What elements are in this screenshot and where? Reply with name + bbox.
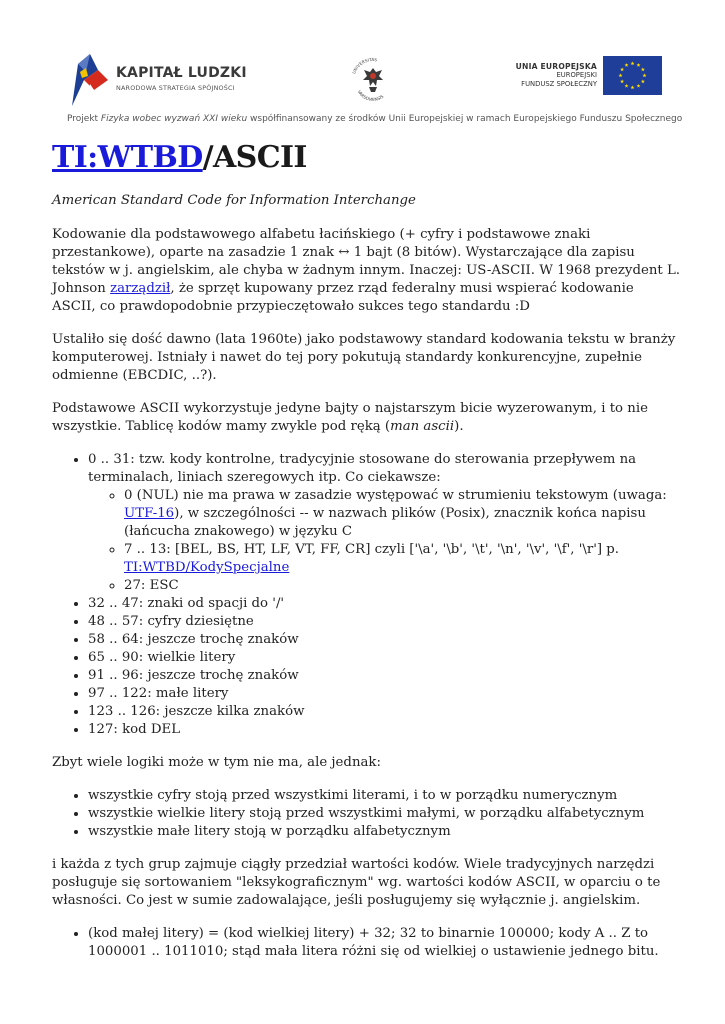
page-title <box>52 138 680 178</box>
kapital-ludzki-logo <box>64 50 247 108</box>
project-caption <box>67 114 682 124</box>
project-suffix: współfinansowany ze środków Unii Europejskiej w ramach Europejskiego Funduszu Społecznego <box>247 114 683 124</box>
list-item: • 127: kod DEL <box>88 721 680 739</box>
list-item <box>88 451 680 595</box>
control-codes-sublist <box>88 487 680 595</box>
paragraph-intro-text: Kodowanie dla podstawowego alfabetu łacińskiego (+ cyfry i podstawowe znaki przestankowe), oparte na zasadzie 1 znak ↔ 1 bajt (8 bitów). Wystarczające dla zapisu tekstów w j. angielskim, ale chyba w żadnym innym. Inaczej: US-ASCII. W 1968 prezydent L. Johnson <box>52 227 681 296</box>
paragraph-sorting: i każda z tych grup zajmuje ciągły przedział wartości kodów. Wiele tradycyjnych narzędzi posługuje się sortowaniem "leksykograficznym" wg. wartości kodów ASCII, w oparciu o te własności. Co jest w sumie zadowalające, jeśli posługujemy się wyłącznie j. angielskim. <box>52 857 661 908</box>
paragraph-history: Ustaliło się dość dawno (lata 1960te) jako podstawowy standard kodowania tekstu w branży komputerowej. Istniały i nawet do tej pory pokutują standardy konkurencyjne, zupełnie odmienne (EBCDIC, ..?). <box>52 332 676 383</box>
main-content <box>52 138 680 976</box>
link-utf16[interactable]: UTF-16 <box>124 506 175 521</box>
eu-flag-icon <box>603 56 662 95</box>
link-zarzadzil[interactable]: zarządził <box>110 281 171 296</box>
list-item-text: 7 .. 13: [BEL, BS, HT, LF, VT, FF, CR] czyli ['\a', '\b', '\t', '\n', '\v', '\f', '\r'] p. <box>124 542 620 557</box>
paragraph-basic-ascii <box>52 400 680 436</box>
list-item: ◦ 27: ESC <box>124 577 680 595</box>
list-item: • 58 .. 64: jeszcze trochę znaków <box>88 631 680 649</box>
kapital-ludzki-title: KAPITAŁ LUDZKI <box>116 65 247 81</box>
eu-union-title: UNIA EUROPEJSKA <box>515 62 597 71</box>
svg-text:UNIVERSITAS: UNIVERSITAS <box>351 56 378 75</box>
subtitle: American Standard Code for Information Interchange <box>52 193 416 208</box>
list-item: • wszystkie małe litery stoją w porządku alfabetycznym <box>88 823 680 841</box>
list-item <box>124 487 680 541</box>
eu-fund-line-2: FUNDUSZ SPOŁECZNY <box>521 80 597 89</box>
eu-fund-text <box>516 62 597 90</box>
kapital-ludzki-subtitle: NARODOWA STRATEGIA SPÓJNOŚCI <box>116 84 235 92</box>
list-item: • 97 .. 122: małe litery <box>88 685 680 703</box>
list-item-text: 0 (NUL) nie ma prawa w zasadzie występować w strumieniu tekstowym (uwaga: <box>124 488 667 503</box>
eu-fund-line-1: EUROPEJSKI <box>556 71 597 79</box>
paragraph-intro-text-end: , że sprzęt kupowany przez rząd federalny musi wspierać kodowanie ASCII, co prawdopodobnie przypieczętowało sukces tego standardu :D <box>52 281 634 314</box>
link-kody-specjalne[interactable]: TI:WTBD/KodySpecjalne <box>124 560 290 575</box>
bit-difference-list <box>52 925 680 961</box>
list-item <box>124 541 680 577</box>
ascii-code-list <box>52 451 680 739</box>
list-item: • 32 .. 47: znaki od spacji do '/' <box>88 595 680 613</box>
university-warsaw-seal-icon <box>348 54 398 102</box>
list-item: • wszystkie cyfry stoją przed wszystkimi literami, i to w porządku numerycznym <box>88 787 680 805</box>
list-item: • 65 .. 90: wielkie litery <box>88 649 680 667</box>
paragraph-basic-text: Podstawowe ASCII wykorzystuje jedyne bajty o najstarszym bicie wyzerowanym, i to nie wszystkie. Tablicę kodów mamy zwykle pod ręką ( <box>52 401 648 434</box>
list-item: • 91 .. 96: jeszcze trochę znaków <box>88 667 680 685</box>
paragraph-basic-text-end: ). <box>454 419 464 434</box>
list-item: • wszystkie wielkie litery stoją przed wszystkimi małymi, w porządku alfabetycznym <box>88 805 680 823</box>
list-item-text: ), w szczególności -- w nazwach plików (Posix), znacznik końca napisu (łańcucha znakowego) w języku C <box>124 506 646 539</box>
svg-text:VARSOVIENSIS: VARSOVIENSIS <box>356 89 385 102</box>
paragraph-logic: Zbyt wiele logiki może w tym nie ma, ale jednak: <box>52 755 381 770</box>
title-rest: /ASCII <box>202 140 307 175</box>
list-item-text: 0 .. 31: tzw. kody kontrolne, tradycyjnie stosowane do sterowania przepływem na terminalach, liniach szeregowych itp. Co ciekawsze: <box>88 452 637 485</box>
list-item: • (kod małej litery) = (kod wielkiej litery) + 32; 32 to binarnie 100000; kody A .. Z to 1000001 .. 1011010; stąd mała litera różni się od wielkiej o ustawienie jednego bitu. <box>88 925 680 961</box>
paragraph-intro <box>52 226 680 316</box>
project-title: Fizyka wobec wyzwań XXI wieku <box>100 114 248 124</box>
logo-bar <box>0 0 725 130</box>
list-item: • 48 .. 57: cyfry dziesiętne <box>88 613 680 631</box>
man-ascii-text: man ascii <box>390 419 455 434</box>
title-link[interactable]: TI:WTBD <box>52 140 203 175</box>
kapital-ludzki-star-icon <box>64 50 112 108</box>
logic-list <box>52 787 680 841</box>
list-item: • 123 .. 126: jeszcze kilka znaków <box>88 703 680 721</box>
project-prefix: Projekt <box>67 114 101 124</box>
